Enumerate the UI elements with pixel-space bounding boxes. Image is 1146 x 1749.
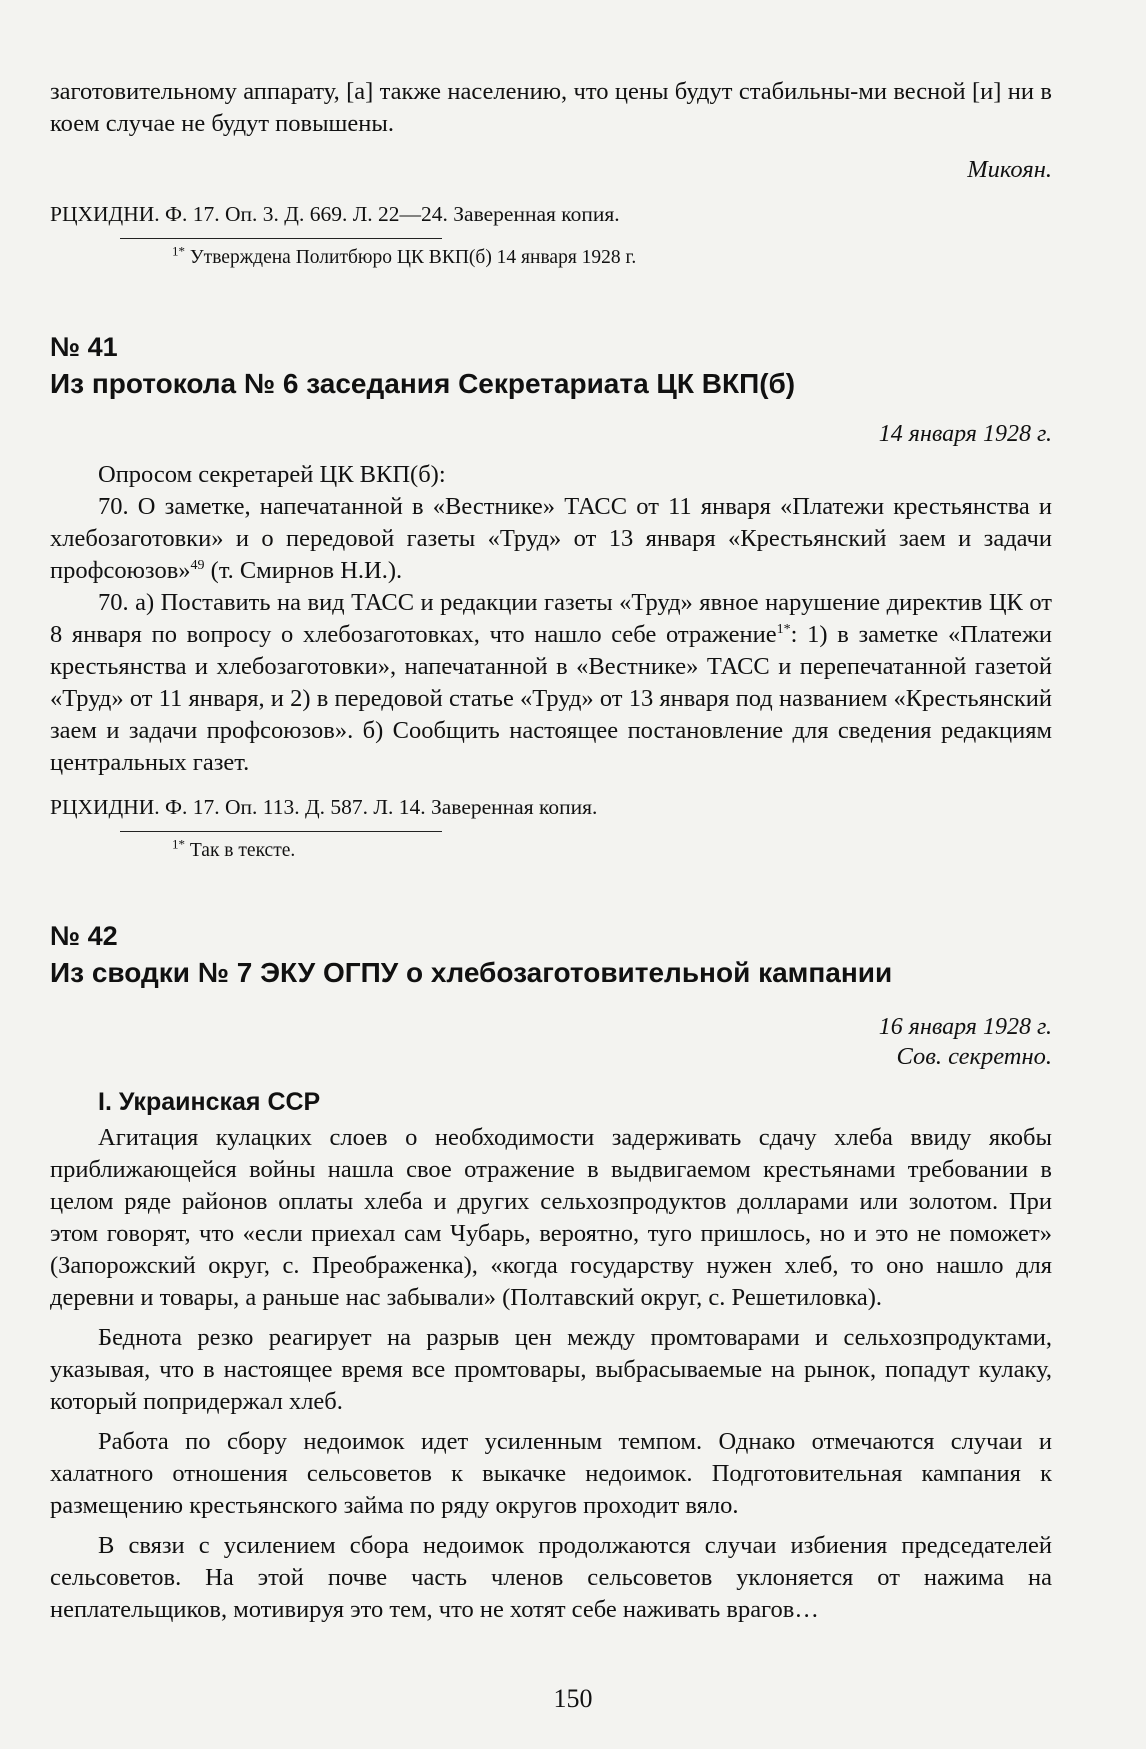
archive-reference: РЦХИДНИ. Ф. 17. Оп. 3. Д. 669. Л. 22—24. Заверенная копия.: [50, 202, 620, 226]
document-number: № 42: [50, 921, 118, 951]
footnote: [172, 245, 1052, 271]
footnote-ref: 1*: [776, 621, 791, 637]
document-title: Из протокола № 6 заседания Секретариата ЦК ВКП(б): [50, 368, 796, 399]
endnote-ref: 49: [190, 557, 205, 573]
report-paragraph: Агитация кулацких слоев о необходимости задерживать сдачу хлеба ввиду якобы приближающейся войны нашла свое отражение в выдвигаемом крестьянами требовании в целом ряде районов оплаты хлеба и других сельхозпродуктов долларами или золотом. При этом говорят, что «если приехал сам Чубарь, вероятно, туго пришлось, но и это не поможет» (Запорожский округ, с. Преображенка), «когда государству нужен хлеб, то оно нашло для деревни и товары, а раньше нас забывали» (Полтавский округ, с. Решетиловка).: [50, 1124, 1052, 1311]
agenda-item-text: 70. О заметке, напечатанной в «Вестнике» ТАСС от 11 января «Платежи крестьянства и хлебозаготовки» и о передовой газеты «Труд» от 13 января «Крестьянский заем и задачи профсоюзов»: [50, 493, 1052, 584]
classification: Сов. секретно.: [896, 1043, 1052, 1070]
decision-text-cont: : 1) в заметке «Платежи крестьянства и хлебозаготовки», напечатанной в «Вестнике» ТАСС и перепечатанной газетой «Труд» от 11 января, и 2) в передовой статье «Труд» от 13 января под названием «Крестьянский заем и задачи профсоюзов». б) Сообщить настоящее постановление для сведения редакциям центральных газет.: [50, 621, 1052, 776]
report-paragraph: В связи с усилением сбора недоимок продолжаются случаи избиения председателей сельсоветов. На этой почве часть членов сельсоветов уклоняется от нажима на неплательщиков, мотивируя это тем, что не хотят себе наживать врагов…: [50, 1532, 1052, 1623]
footnote-text: Утверждена Политбюро ЦК ВКП(б) 14 января 1928 г.: [189, 247, 637, 268]
agenda-item: [50, 491, 1052, 587]
document-date: 14 января 1928 г.: [878, 421, 1052, 447]
document-title: Из сводки № 7 ЭКУ ОГПУ о хлебозаготовительной кампании: [50, 957, 893, 988]
footnote-mark: 1*: [172, 243, 185, 259]
continuation-paragraph: заготовительному аппарату, [а] также населению, что цены будут стабильны-ми весной [и] ни в коем случае не будут повышены.: [50, 78, 1052, 137]
report-paragraph: Работа по сбору недоимок идет усиленным темпом. Однако отмечаются случаи и халатного отношения сельсоветов к выкачке недоимок. Подготовительная кампания к размещению крестьянского займа по ряду округов проходит вяло.: [50, 1428, 1052, 1519]
document-date: 16 января 1928 г.: [878, 1014, 1052, 1040]
footnote-text: Так в тексте.: [189, 840, 296, 861]
signature: Микоян.: [967, 156, 1052, 183]
report-paragraph: Беднота резко реагирует на разрыв цен между промтоварами и сельхозпродуктами, указывая, что в настоящее время все промтовары, выбрасываемые на рынок, попадут кулаку, который попридержал хлеб.: [50, 1324, 1052, 1415]
document-number: № 41: [50, 332, 118, 362]
footnote-divider: [120, 831, 442, 832]
page-number: 150: [553, 1684, 593, 1713]
decision-paragraph: [50, 587, 1052, 779]
section-heading: I. Украинская ССР: [98, 1088, 321, 1116]
footnote: [172, 838, 1052, 864]
agenda-item-speaker: (т. Смирнов Н.И.).: [204, 557, 403, 584]
archive-reference: РЦХИДНИ. Ф. 17. Оп. 113. Д. 587. Л. 14. Заверенная копия.: [50, 795, 598, 819]
decision-text: 70. а) Поставить на вид ТАСС и редакции газеты «Труд» явное нарушение директив ЦК от 8 января по вопросу о хлебозаготовках, что нашло себе отражение: [50, 589, 1052, 648]
footnote-mark: 1*: [172, 836, 185, 852]
footnote-divider: [120, 238, 442, 239]
intro-line: Опросом секретарей ЦК ВКП(б):: [98, 461, 446, 488]
